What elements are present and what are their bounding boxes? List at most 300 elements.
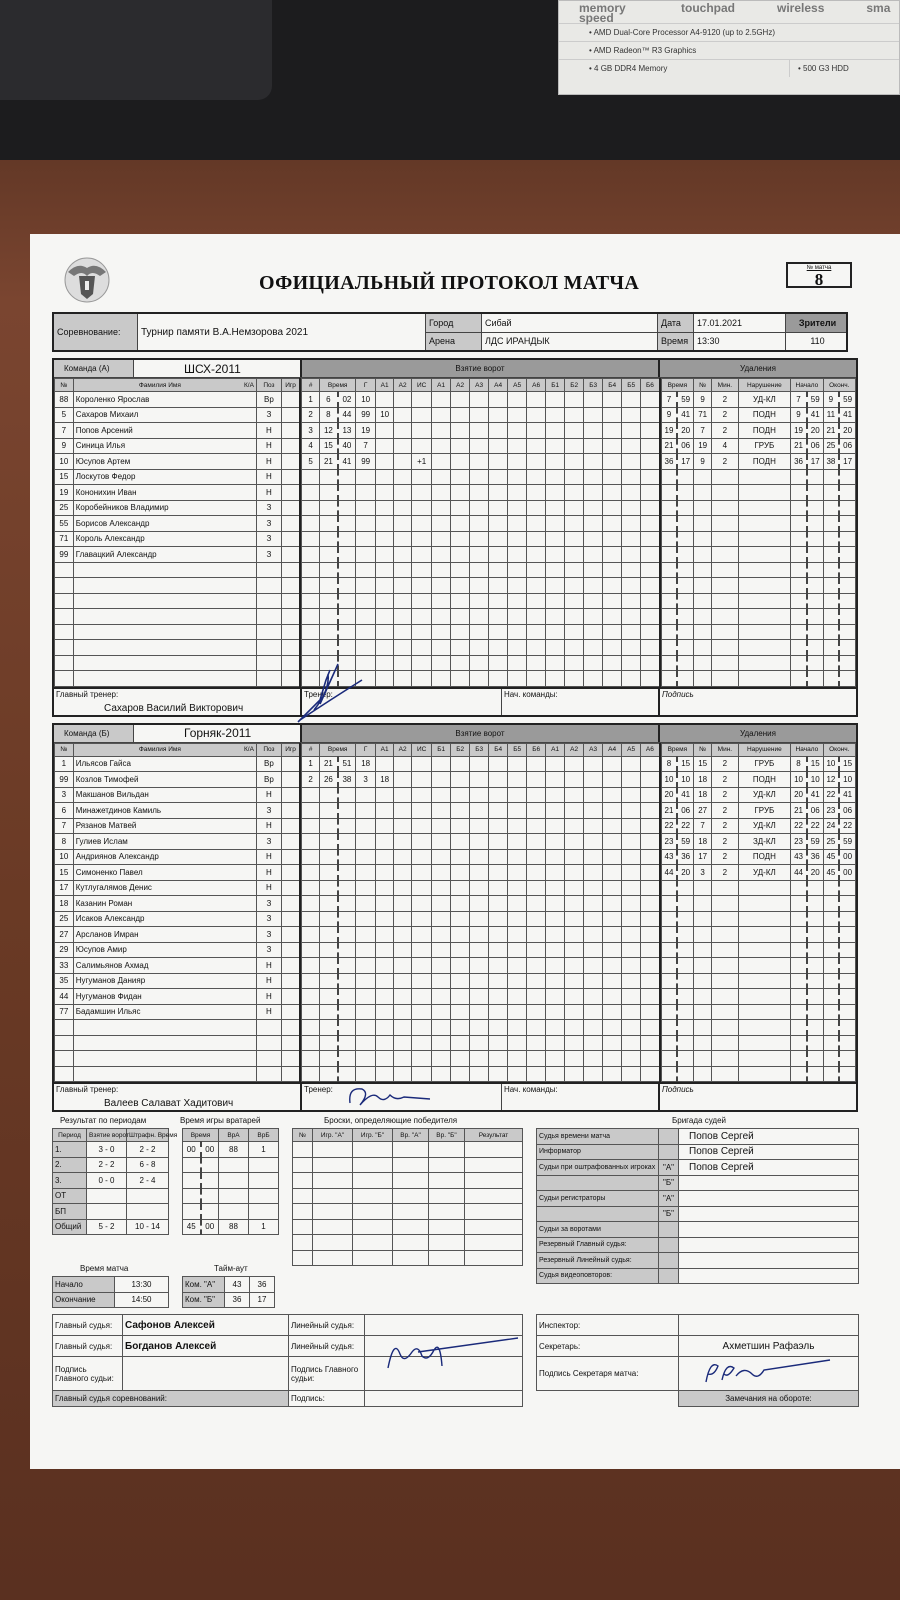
shootout-cell <box>393 1235 429 1251</box>
shootout-cell <box>393 1250 429 1266</box>
time-value: 13:30 <box>697 336 720 347</box>
pen-violation <box>738 973 791 989</box>
onice-cell <box>508 772 527 788</box>
referee-role: Судьи за воротами <box>537 1222 659 1238</box>
pen-end-min <box>823 516 839 532</box>
player-name: Главацкий Александр <box>73 547 256 563</box>
goal-scorer: 10 <box>356 392 376 408</box>
penalty-row <box>661 593 855 609</box>
sig-field <box>365 1391 523 1407</box>
goal-number <box>302 516 320 532</box>
onice-cell <box>451 562 470 578</box>
shootout-cell <box>465 1173 523 1189</box>
onice-cell <box>489 438 508 454</box>
goal-assist1 <box>376 834 394 850</box>
pen-col-min: Мин. <box>712 743 738 756</box>
onice-cell <box>584 849 603 865</box>
goal-assist1 <box>376 438 394 454</box>
player-number <box>55 1035 74 1051</box>
player-played <box>281 787 300 803</box>
start-label: Начало <box>53 1277 115 1293</box>
goal-row <box>302 469 660 485</box>
pen-minutes <box>712 1035 738 1051</box>
pen-start-sec: 41 <box>807 787 823 803</box>
pen-player <box>694 469 712 485</box>
pen-second <box>677 671 693 687</box>
onice-cell <box>641 958 660 974</box>
player-played <box>281 624 300 640</box>
pen-start-min <box>791 624 807 640</box>
pen-start-min: 21 <box>791 803 807 819</box>
onice-cell <box>622 973 641 989</box>
player-name <box>73 1066 256 1082</box>
goal-scorer <box>356 609 376 625</box>
onice-cell <box>432 454 451 470</box>
onice-cell <box>584 423 603 439</box>
onice-col: А2 <box>451 379 470 392</box>
goal-second: 13 <box>338 423 356 439</box>
player-name <box>73 1020 256 1036</box>
onice-cell <box>489 562 508 578</box>
goal-number <box>302 640 320 656</box>
goal-scorer <box>356 849 376 865</box>
timeout-b-ss: 17 <box>250 1292 275 1308</box>
player-played <box>281 911 300 927</box>
onice-cell <box>584 1066 603 1082</box>
goal-scorer <box>356 500 376 516</box>
match-number-box <box>786 262 852 288</box>
player-number: 25 <box>55 500 74 516</box>
pen-start-sec: 59 <box>807 392 823 408</box>
goal-row <box>302 578 660 594</box>
onice-cell <box>527 756 546 772</box>
onice-cell <box>565 655 584 671</box>
referee-role: Резервный Главный судья: <box>537 1237 659 1253</box>
onice-cell <box>508 392 527 408</box>
onice-cell <box>565 989 584 1005</box>
shootout-cell <box>293 1250 313 1266</box>
onice-cell <box>489 392 508 408</box>
onice-cell <box>584 927 603 943</box>
onice-cell <box>641 671 660 687</box>
pen-violation <box>738 531 791 547</box>
gk-a: 88 <box>219 1142 249 1158</box>
player-position <box>256 1020 281 1036</box>
pen-minutes <box>712 562 738 578</box>
team-b-title <box>54 725 302 742</box>
penalty-row <box>661 1035 855 1051</box>
onice-cell <box>508 562 527 578</box>
pen-second <box>677 640 693 656</box>
roster-row <box>55 438 301 454</box>
onice-cell <box>508 423 527 439</box>
goal-number: 5 <box>302 454 320 470</box>
onice-cell <box>565 958 584 974</box>
pen-player: 7 <box>694 818 712 834</box>
pen-player: 18 <box>694 834 712 850</box>
pen-minute <box>661 1066 677 1082</box>
team-b-header <box>54 725 856 743</box>
onice-cell <box>603 655 622 671</box>
pim-col: Штрафн. Время <box>127 1129 169 1142</box>
goal-number <box>302 578 320 594</box>
onice-cell <box>470 500 489 516</box>
onice-cell <box>603 834 622 850</box>
onice-cell <box>584 865 603 881</box>
goal-assist2 <box>394 671 412 687</box>
onice-cell <box>641 834 660 850</box>
col-name-label: Фамилия Имя <box>138 746 181 753</box>
inspector-value <box>679 1315 859 1336</box>
onice-cell <box>451 989 470 1005</box>
pen-violation <box>738 640 791 656</box>
player-name: Минажетдинов Камиль <box>73 803 256 819</box>
player-played <box>281 896 300 912</box>
player-number: 18 <box>55 896 74 912</box>
pen-minute <box>661 547 677 563</box>
pen-end-min <box>823 655 839 671</box>
pen-end-min: 45 <box>823 849 839 865</box>
sticker-header: touchpad <box>681 1 735 15</box>
penalty-row <box>661 1020 855 1036</box>
goal-situation <box>412 896 432 912</box>
sticker-text: • 4 GB DDR4 Memory <box>589 64 668 73</box>
onice-cell <box>451 927 470 943</box>
pen-end-min <box>823 562 839 578</box>
onice-cell <box>508 1035 527 1051</box>
player-played <box>281 423 300 439</box>
pen-start-sec <box>807 469 823 485</box>
goal-assist2 <box>394 500 412 516</box>
player-name: Король Александр <box>73 531 256 547</box>
goal-minute <box>320 1035 338 1051</box>
gk-row <box>183 1219 279 1235</box>
goal-assist2 <box>394 803 412 819</box>
goal-assist1 <box>376 454 394 470</box>
onice-cell <box>489 973 508 989</box>
pen-end-min <box>823 927 839 943</box>
pen-minutes: 2 <box>712 803 738 819</box>
player-number <box>55 578 74 594</box>
pen-second: 15 <box>677 756 693 772</box>
pen-end-sec <box>839 973 855 989</box>
onice-cell <box>527 1020 546 1036</box>
date-value: 17.01.2021 <box>694 314 785 333</box>
onice-cell <box>451 609 470 625</box>
player-name <box>73 593 256 609</box>
pen-start-sec: 22 <box>807 818 823 834</box>
onice-cell <box>603 407 622 423</box>
goal-second: 41 <box>338 454 356 470</box>
onice-cell <box>432 655 451 671</box>
player-position: З <box>256 911 281 927</box>
onice-cell <box>432 500 451 516</box>
onice-cell <box>527 469 546 485</box>
pen-second <box>677 469 693 485</box>
onice-cell <box>622 655 641 671</box>
pen-minutes <box>712 973 738 989</box>
coach-label: Тренер: <box>304 689 333 699</box>
goal-second <box>338 896 356 912</box>
roster-row <box>55 1035 301 1051</box>
coach-signature-b-icon <box>344 1083 434 1111</box>
onice-cell <box>546 640 565 656</box>
player-played <box>281 942 300 958</box>
timeout-b-mm: 36 <box>225 1292 250 1308</box>
datetime-values <box>694 314 786 350</box>
shootout-cell <box>465 1250 523 1266</box>
pen-minutes <box>712 609 738 625</box>
referee-team <box>659 1144 679 1160</box>
onice-cell <box>508 438 527 454</box>
onice-cell <box>641 423 660 439</box>
pen-end-sec <box>839 624 855 640</box>
onice-cell <box>546 834 565 850</box>
onice-cell <box>546 896 565 912</box>
onice-cell <box>508 865 527 881</box>
penalty-row <box>661 880 855 896</box>
pen-minutes <box>712 500 738 516</box>
player-position <box>256 593 281 609</box>
penalty-row <box>661 911 855 927</box>
pen-col-start: Начало <box>791 379 823 392</box>
pen-end-min <box>823 578 839 594</box>
penalty-row <box>661 973 855 989</box>
pen-start-min <box>791 500 807 516</box>
goal-assist1 <box>376 896 394 912</box>
player-number: 44 <box>55 989 74 1005</box>
onice-cell <box>451 423 470 439</box>
onice-cell <box>508 485 527 501</box>
player-number <box>55 609 74 625</box>
sticker-header: memory speed <box>579 1 626 25</box>
onice-cell <box>489 927 508 943</box>
goal-assist2 <box>394 865 412 881</box>
pen-violation <box>738 1035 791 1051</box>
match-info-bar <box>52 312 848 352</box>
goal-minute <box>320 911 338 927</box>
pen-end-min <box>823 531 839 547</box>
onice-cell <box>470 942 489 958</box>
gk-minute <box>183 1204 201 1220</box>
period-row <box>53 1142 169 1158</box>
pen-minute: 21 <box>661 438 677 454</box>
shootout-cell <box>353 1219 393 1235</box>
onice-cell <box>470 834 489 850</box>
pen-end-min: 23 <box>823 803 839 819</box>
onice-cell <box>489 787 508 803</box>
roster-row <box>55 772 301 788</box>
onice-col: Б6 <box>527 743 546 756</box>
pen-minute: 22 <box>661 818 677 834</box>
onice-col: А4 <box>489 379 508 392</box>
pen-violation <box>738 469 791 485</box>
pen-end-min: 12 <box>823 772 839 788</box>
pen-minute <box>661 469 677 485</box>
onice-cell <box>489 989 508 1005</box>
sticker-line <box>559 23 899 41</box>
onice-cell <box>641 547 660 563</box>
player-played <box>281 485 300 501</box>
goal-situation <box>412 640 432 656</box>
goal-assist1 <box>376 392 394 408</box>
onice-col: А4 <box>603 743 622 756</box>
onice-cell <box>470 865 489 881</box>
gk-a <box>219 1173 249 1189</box>
goal-number <box>302 609 320 625</box>
pen-end-sec <box>839 1066 855 1082</box>
pen-end-sec <box>839 1051 855 1067</box>
onice-cell <box>451 407 470 423</box>
onice-cell <box>527 609 546 625</box>
player-name: Юсупов Амир <box>73 942 256 958</box>
goal-minute <box>320 1004 338 1020</box>
team-a-name: ШСХ-2011 <box>184 361 241 376</box>
onice-cell <box>451 865 470 881</box>
referee-role: Информатор <box>537 1144 659 1160</box>
goal-assist2 <box>394 880 412 896</box>
player-number: 7 <box>55 818 74 834</box>
pen-end-sec: 20 <box>839 423 855 439</box>
goal-situation <box>412 407 432 423</box>
onice-cell <box>622 989 641 1005</box>
onice-cell <box>432 958 451 974</box>
pen-minutes: 2 <box>712 787 738 803</box>
onice-cell <box>470 531 489 547</box>
pen-start-min: 44 <box>791 865 807 881</box>
onice-cell <box>603 593 622 609</box>
pen-start-min <box>791 562 807 578</box>
referee-row <box>537 1253 859 1269</box>
referee-name <box>679 1191 859 1207</box>
onice-cell <box>451 958 470 974</box>
pen-minute <box>661 593 677 609</box>
onice-cell <box>641 989 660 1005</box>
player-played <box>281 531 300 547</box>
onice-cell <box>470 973 489 989</box>
goal-row <box>302 562 660 578</box>
referee-name: Попов Сергей <box>679 1144 859 1160</box>
onice-cell <box>527 392 546 408</box>
pen-start-min <box>791 942 807 958</box>
onice-cell <box>527 1035 546 1051</box>
onice-cell <box>641 516 660 532</box>
goal-second <box>338 485 356 501</box>
pen-player: 9 <box>694 454 712 470</box>
pen-end-sec <box>839 896 855 912</box>
onice-col: А5 <box>508 379 527 392</box>
pen-start-sec: 06 <box>807 803 823 819</box>
pen-player <box>694 609 712 625</box>
sticker-line <box>559 59 899 77</box>
pen-start-sec <box>807 989 823 1005</box>
goal-row <box>302 407 660 423</box>
onice-cell <box>622 531 641 547</box>
goal-minute <box>320 958 338 974</box>
onice-cell <box>451 392 470 408</box>
pen-end-sec: 22 <box>839 818 855 834</box>
onice-cell <box>603 516 622 532</box>
onice-cell <box>641 896 660 912</box>
gk-b <box>249 1188 279 1204</box>
goal-col-time: Время <box>320 743 356 756</box>
onice-cell <box>641 531 660 547</box>
shootout-row <box>293 1173 523 1189</box>
remarks-label: Замечания на обороте: <box>679 1391 859 1407</box>
pen-player <box>694 624 712 640</box>
pen-col-no: № <box>694 743 712 756</box>
pen-minutes <box>712 958 738 974</box>
onice-cell <box>622 1066 641 1082</box>
onice-cell <box>451 880 470 896</box>
shootout-cell <box>465 1142 523 1158</box>
onice-cell <box>584 1051 603 1067</box>
pen-player: 9 <box>694 392 712 408</box>
pen-start-min <box>791 485 807 501</box>
pen-end-min <box>823 1004 839 1020</box>
pen-minutes <box>712 624 738 640</box>
pen-player <box>694 547 712 563</box>
goal-assist1 <box>376 671 394 687</box>
competition-label: Соревнование: <box>54 314 138 350</box>
onice-cell <box>584 438 603 454</box>
goal-situation <box>412 423 432 439</box>
pen-minute <box>661 1020 677 1036</box>
referee-team: "Б" <box>659 1175 679 1191</box>
pen-minute <box>661 911 677 927</box>
period-row <box>53 1204 169 1220</box>
goal-row <box>302 1004 660 1020</box>
pen-start-min <box>791 593 807 609</box>
goal-scorer <box>356 547 376 563</box>
onice-cell <box>489 1004 508 1020</box>
pen-start-sec: 17 <box>807 454 823 470</box>
referee-row <box>537 1191 859 1207</box>
pen-col-start: Начало <box>791 743 823 756</box>
gk-a <box>219 1188 249 1204</box>
col-name <box>73 379 256 392</box>
player-position: Н <box>256 818 281 834</box>
onice-cell <box>508 1066 527 1082</box>
pen-end-sec: 00 <box>839 865 855 881</box>
onice-cell <box>546 772 565 788</box>
player-played <box>281 880 300 896</box>
onice-cell <box>470 485 489 501</box>
date-label: Дата <box>658 314 693 333</box>
goal-number: 2 <box>302 407 320 423</box>
roster-row <box>55 1004 301 1020</box>
signature-label: Подпись <box>662 1085 694 1094</box>
period-pim <box>127 1204 169 1220</box>
penalty-row <box>661 531 855 547</box>
pen-end-sec: 41 <box>839 787 855 803</box>
pen-minute <box>661 1051 677 1067</box>
timeout-b-label: Ком. "Б" <box>183 1292 225 1308</box>
shootout-cell <box>293 1219 313 1235</box>
onice-cell <box>622 818 641 834</box>
onice-cell <box>641 407 660 423</box>
pen-second: 36 <box>677 849 693 865</box>
onice-cell <box>622 624 641 640</box>
onice-cell <box>508 578 527 594</box>
onice-cell <box>603 1004 622 1020</box>
goal-scorer <box>356 469 376 485</box>
laptop-touchpad <box>0 0 272 100</box>
pen-violation: ПОДН <box>738 772 791 788</box>
onice-cell <box>508 989 527 1005</box>
roster-row <box>55 609 301 625</box>
pen-start-min <box>791 1035 807 1051</box>
